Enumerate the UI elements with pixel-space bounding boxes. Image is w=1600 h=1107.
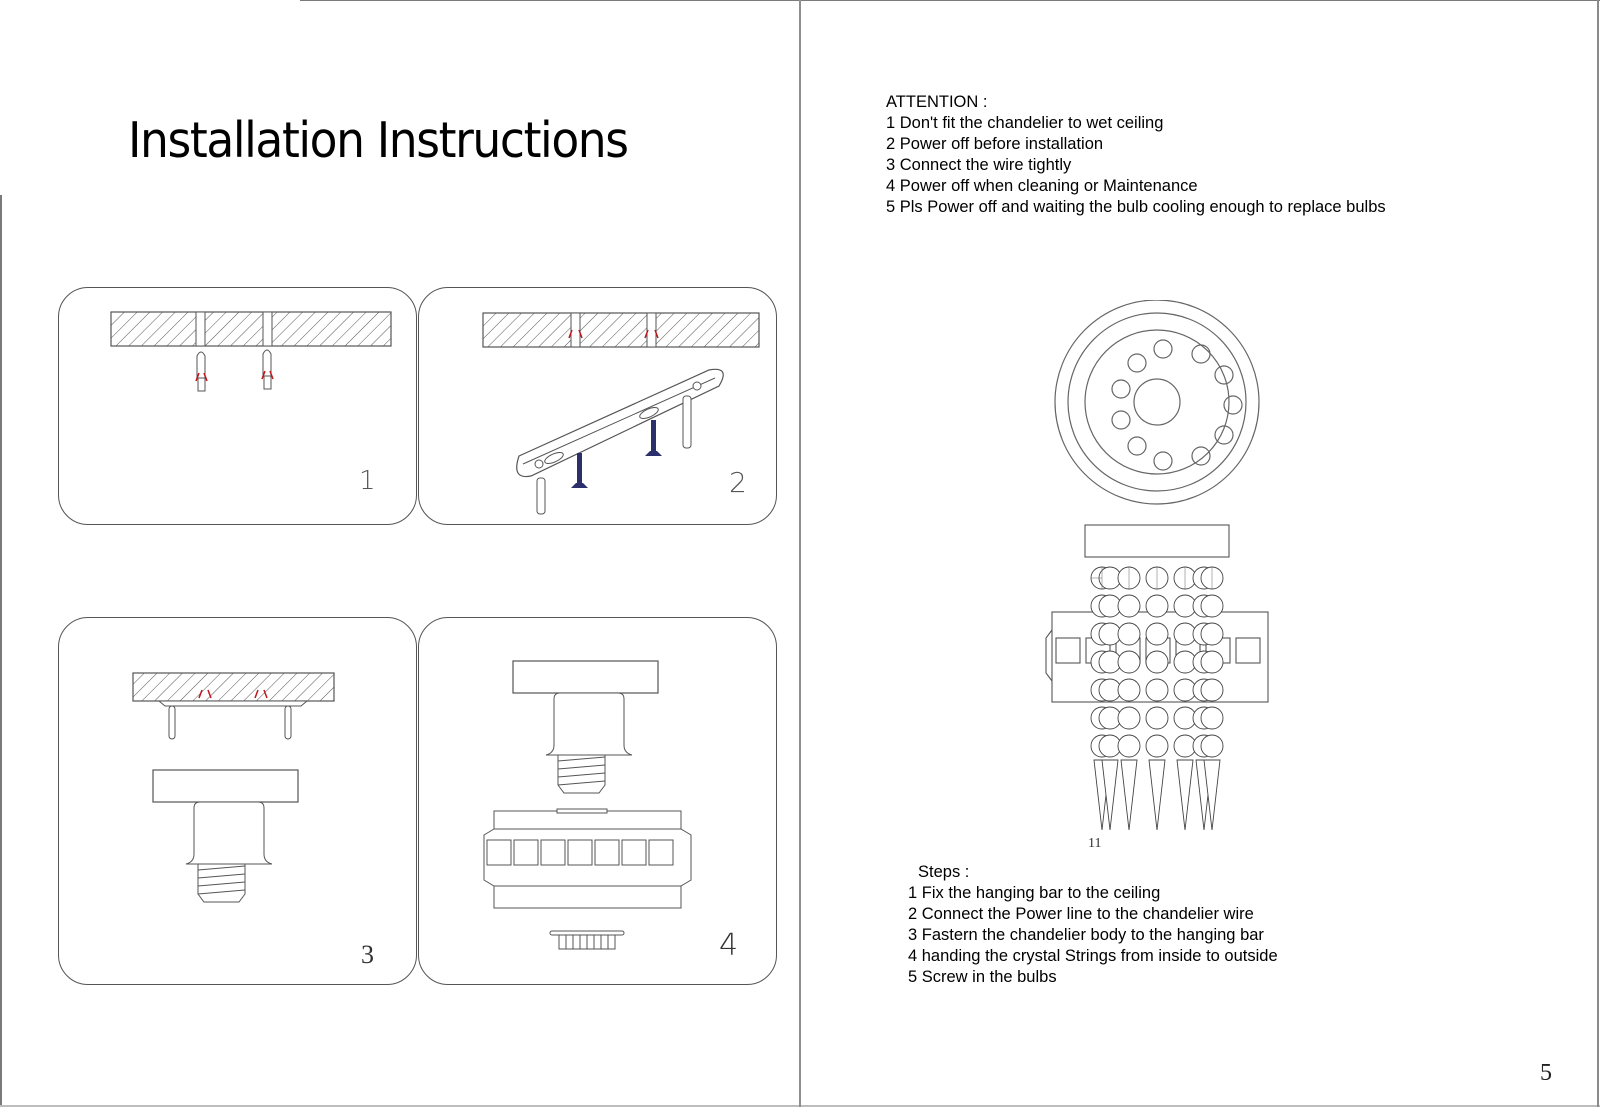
panel-number: 1 [359, 466, 376, 496]
attention-item: 1 Don't fit the chandelier to wet ceiling [886, 114, 1164, 132]
page-border-top [300, 0, 1600, 1]
base-alignment-illustration [59, 618, 416, 984]
step-panel-4 [418, 617, 777, 985]
page-border-left [0, 195, 2, 1107]
chandelier-illustration [1040, 300, 1270, 860]
step-item: 4 handing the crystal Strings from inside to outside [908, 947, 1278, 965]
canopy-icon [513, 661, 658, 793]
steps-heading: Steps : [918, 863, 970, 881]
step-panel-2 [418, 287, 777, 525]
hanging-bar-illustration [419, 288, 776, 524]
chandelier-diagram [1040, 300, 1270, 865]
attention-item: 4 Power off when cleaning or Maintenance [886, 177, 1198, 195]
step-item: 5 Screw in the bulbs [908, 968, 1057, 986]
chandelier-body-icon [484, 809, 691, 908]
panel-number: 3 [361, 940, 374, 969]
panel-number: 4 [719, 928, 739, 963]
page-number: 5 [1540, 1060, 1552, 1086]
crystal-strings-icon [1091, 567, 1223, 830]
attention-item: 5 Pls Power off and waiting the bulb cooling enough to replace bulbs [886, 198, 1386, 216]
steps-section [908, 862, 1278, 988]
step-item: 1 Fix the hanging bar to the ceiling [908, 884, 1161, 902]
screw-icon [571, 453, 588, 488]
panel-number: 2 [729, 466, 747, 499]
diagram-label: 11 [1088, 836, 1102, 851]
step-item: 3 Fastern the chandelier body to the hanging bar [908, 926, 1264, 944]
attention-heading: ATTENTION : [886, 93, 988, 111]
attention-item: 3 Connect the wire tightly [886, 156, 1072, 174]
hanging-bar-icon [517, 369, 724, 514]
screw-icon [645, 420, 662, 456]
canopy-icon [153, 770, 298, 902]
cap-nut-icon [550, 931, 624, 949]
page-border-right [1597, 0, 1599, 1107]
attention-section [886, 92, 1386, 218]
page-spine-divider [799, 0, 801, 1107]
step-panel-3 [58, 617, 417, 985]
page-title: Installation Instructions [128, 112, 628, 169]
wall-plug-icon [196, 352, 207, 391]
attention-item: 2 Power off before installation [886, 135, 1104, 153]
step-panel-1 [58, 287, 417, 525]
top-view-icon [1055, 300, 1259, 504]
wall-plug-icon [262, 350, 273, 389]
step-item: 2 Connect the Power line to the chandelier wire [908, 905, 1254, 923]
